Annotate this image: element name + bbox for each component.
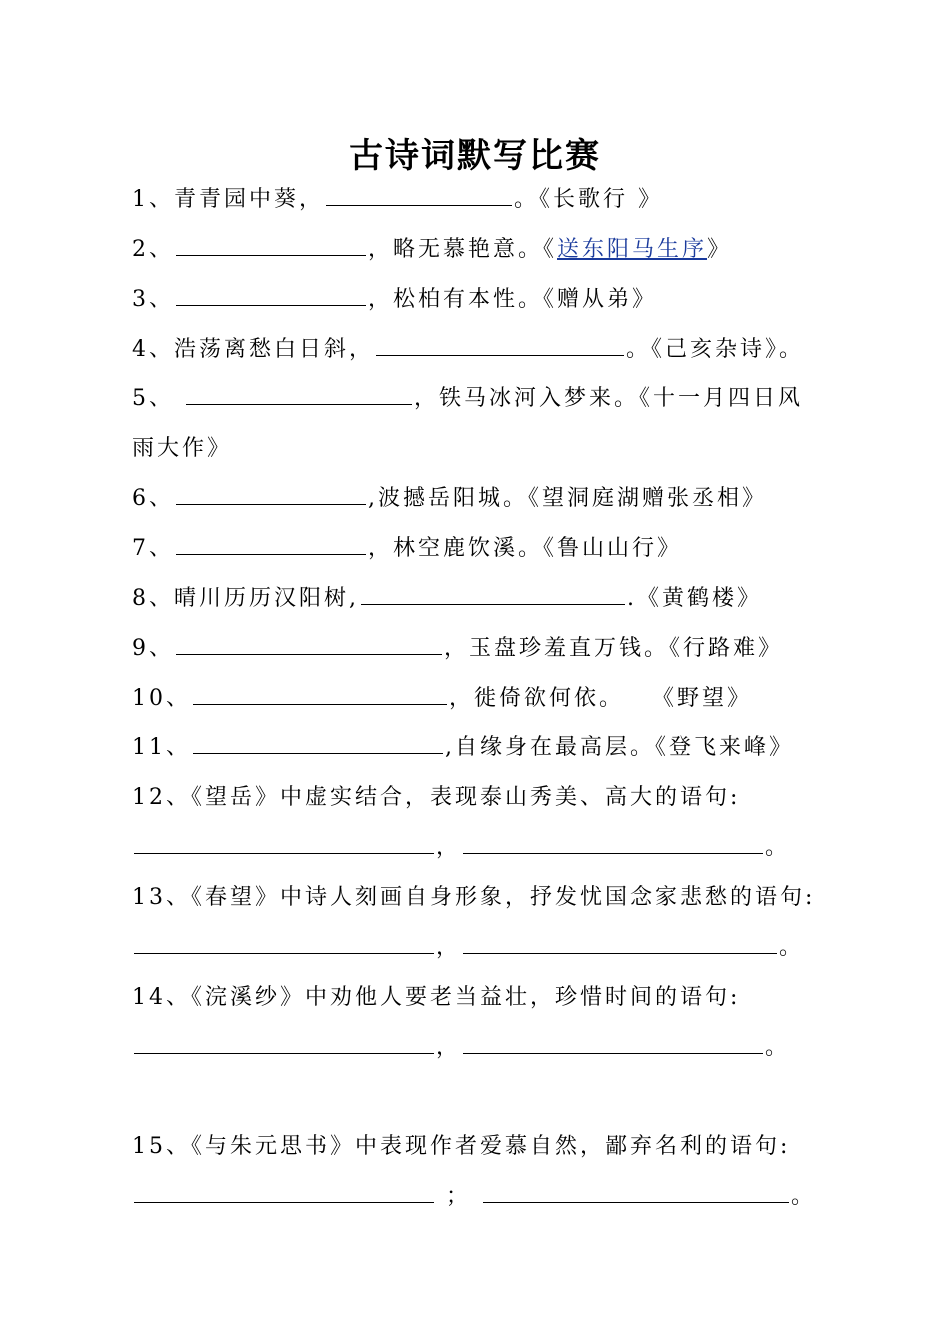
- answer-blank[interactable]: [463, 833, 763, 854]
- question-number: 1、: [132, 187, 174, 212]
- question-number: 6、: [132, 486, 174, 511]
- question-source: ，铁马冰河入梦来。《十一月四日风: [414, 386, 804, 411]
- answer-blank[interactable]: [134, 933, 434, 954]
- question-2: [132, 235, 732, 265]
- question-3: [132, 285, 657, 315]
- question-number: 13、: [132, 885, 191, 910]
- question-4: [132, 335, 804, 365]
- answer-blank[interactable]: [176, 235, 366, 256]
- question-12: [132, 783, 740, 813]
- answer-blank[interactable]: [186, 384, 412, 405]
- answer-blank[interactable]: [376, 335, 624, 356]
- question-source: ，玉盘珍羞直万钱。《行路难》: [444, 636, 784, 661]
- answer-blank[interactable]: [134, 833, 434, 854]
- question-prompt: 《浣溪纱》中劝他人要老当益壮，珍惜时间的语句:: [191, 985, 741, 1010]
- question-12-answers: [132, 833, 790, 863]
- question-9: [132, 634, 783, 664]
- end-mark: 。: [779, 935, 805, 960]
- question-11: [132, 733, 794, 763]
- question-source: ,自缘身在最高层。《登飞来峰》: [445, 735, 794, 760]
- question-source: ,波撼岳阳城。《望洞庭湖赠张丞相》: [368, 486, 767, 511]
- question-15-answers: [132, 1182, 816, 1212]
- question-14: [132, 983, 740, 1013]
- question-7: [132, 534, 682, 564]
- question-number: 10、: [132, 686, 191, 711]
- answer-blank[interactable]: [134, 1182, 434, 1203]
- question-number: 12、: [132, 785, 191, 810]
- end-mark: 。: [765, 835, 791, 860]
- question-number: 9、: [132, 636, 174, 661]
- question-prompt: 《春望》中诗人刻画自身形象，抒发忧国念家悲愁的语句:: [191, 885, 816, 910]
- question-number: 2、: [132, 237, 174, 262]
- answer-blank[interactable]: [463, 1033, 763, 1054]
- question-prompt: 晴川历历汉阳树,: [174, 586, 359, 611]
- question-number: 3、: [132, 287, 174, 312]
- question-5-continuation: 雨大作》: [132, 436, 233, 461]
- answer-blank[interactable]: [361, 584, 625, 605]
- question-1: [132, 185, 663, 215]
- answer-blank[interactable]: [176, 484, 366, 505]
- question-prompt: 浩荡离愁白日斜，: [174, 337, 375, 362]
- question-number: 14、: [132, 985, 191, 1010]
- question-13-answers: [132, 933, 804, 963]
- answer-blank[interactable]: [193, 684, 447, 705]
- separator: ，: [436, 835, 462, 860]
- question-number: 11、: [132, 735, 191, 760]
- answer-blank[interactable]: [176, 534, 366, 555]
- question-prompt: 《望岳》中虚实结合，表现泰山秀美、高大的语句:: [191, 785, 741, 810]
- page-title: 古诗词默写比赛: [349, 136, 601, 176]
- question-source: ，松柏有本性。《赠从弟》: [368, 287, 658, 312]
- question-source: ，林空鹿饮溪。《鲁山山行》: [368, 536, 683, 561]
- question-6: [132, 484, 767, 514]
- answer-blank[interactable]: [326, 185, 512, 206]
- question-source: 。《己亥杂诗》。: [626, 337, 805, 362]
- separator: ，: [436, 935, 462, 960]
- answer-blank[interactable]: [134, 1033, 434, 1054]
- question-source: 。《长歌行 》: [514, 187, 664, 212]
- answer-blank[interactable]: [176, 285, 366, 306]
- question-source: .《黄鹤楼》: [627, 586, 762, 611]
- question-13: [132, 883, 815, 913]
- question-source: ，徙倚欲何依。 《野望》: [449, 686, 753, 711]
- end-mark: 。: [765, 1035, 791, 1060]
- question-15: [132, 1132, 790, 1162]
- question-prompt: 《与朱元思书》中表现作者爱慕自然，鄙弃名利的语句:: [191, 1134, 791, 1159]
- question-prompt: 青青园中葵，: [174, 187, 325, 212]
- separator: ；: [446, 1184, 472, 1209]
- separator: ，: [436, 1035, 462, 1060]
- question-8: [132, 584, 762, 614]
- question-number: 7、: [132, 536, 174, 561]
- question-5: [132, 384, 803, 414]
- question-source: ，略无慕艳意。《: [368, 237, 558, 262]
- question-number: 5、: [132, 386, 174, 411]
- answer-blank[interactable]: [193, 733, 443, 754]
- answer-blank[interactable]: [176, 634, 442, 655]
- answer-blank[interactable]: [483, 1182, 789, 1203]
- question-number: 15、: [132, 1134, 191, 1159]
- question-number: 4、: [132, 337, 174, 362]
- question-10: [132, 684, 752, 714]
- answer-blank[interactable]: [463, 933, 777, 954]
- end-mark: 。: [791, 1184, 817, 1209]
- source-link[interactable]: 送东阳马生序: [557, 237, 708, 262]
- question-14-answers: [132, 1033, 790, 1063]
- question-number: 8、: [132, 586, 174, 611]
- question-source-tail: 》: [707, 237, 733, 262]
